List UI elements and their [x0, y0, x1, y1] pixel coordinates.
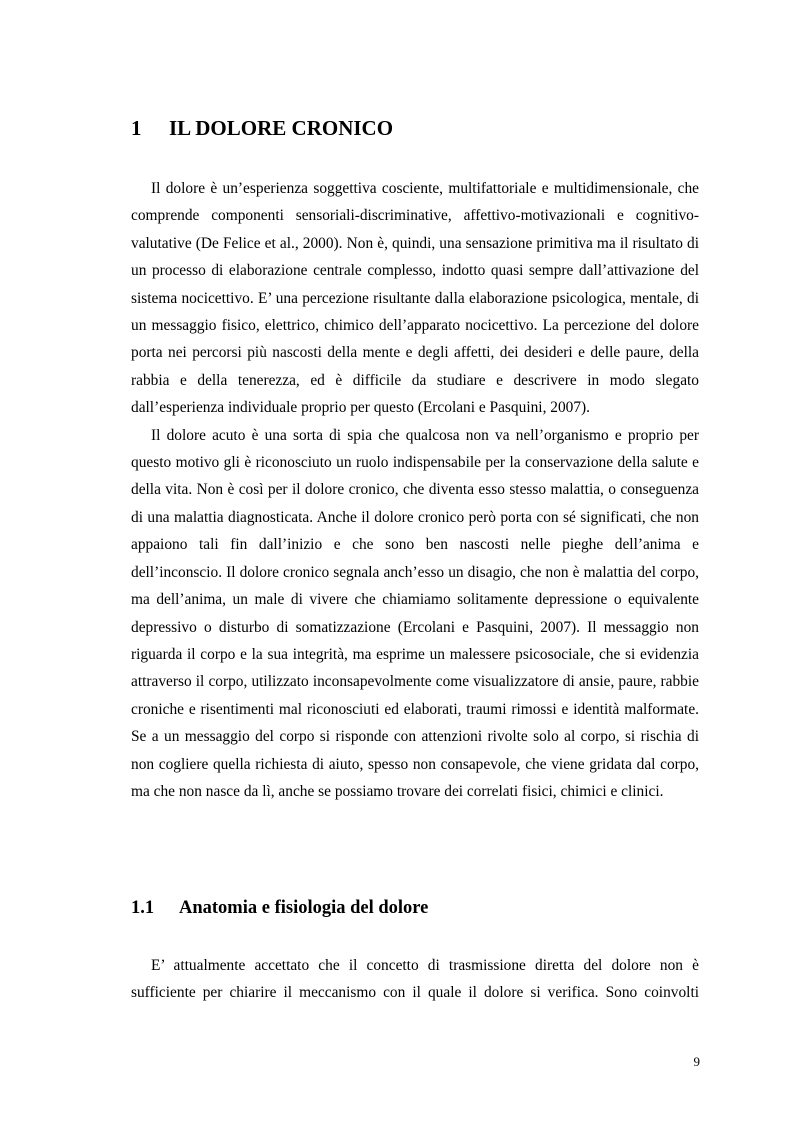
section-title: Anatomia e fisiologia del dolore: [179, 898, 429, 918]
page-number: 9: [693, 1054, 700, 1069]
chapter-heading: [131, 114, 691, 142]
paragraph: E’ attualmente accettato che il concetto di trasmissione diretta del dolore non è sufficiente per chiarire il meccanismo con il quale il dolore si verifica. Sono coinvolti: [131, 957, 699, 1002]
chapter-intro-text: [131, 175, 699, 805]
paragraph: Il dolore è un’esperienza soggettiva cosciente, multifattoriale e multidimensionale, che comprende componenti sensoriali-discriminative, affettivo-motivazionali e cognitivo-valutative (De Felice et al., 2000). Non è, quindi, una sensazione primitiva ma il risultato di un processo di elaborazione centrale complesso, indotto quasi sempre dall’attivazione del sistema nocicettivo. E’ una percezione risultante dalla elaborazione psicologica, mentale, di un messaggio fisico, elettrico, chimico dell’apparato nocicettivo. La percezione del dolore porta nei percorsi più nascosti della mente e degli affetti, dei desideri e delle paure, della rabbia e della tenerezza, ed è difficile da studiare e descrivere in modo slegato dall’esperienza individuale proprio per questo (Ercolani e Pasquini, 2007).: [131, 180, 699, 417]
paragraph: Il dolore acuto è una sorta di spia che qualcosa non va nell’organismo e proprio per questo motivo gli è riconosciuto un ruolo indispensabile per la conservazione della salute e della vita. Non è così per il dolore cronico, che diventa esso stesso malattia, o conseguenza di una malattia diagnosticata. Anche il dolore cronico però porta con sé significati, che non appaiono tali fin dall’inizio e che sono ben nascosti nelle pieghe dell’anima e dell’inconscio. Il dolore cronico segnala anch’esso un disagio, che non è malattia del corpo, ma dell’anima, un male di vivere che chiamiamo solitamente depressione o equivalente depressivo o disturbo di somatizzazione (Ercolani e Pasquini, 2007). Il messaggio non riguarda il corpo e la sua integrità, ma esprime un malessere psicosociale, che si evidenzia attraverso il corpo, utilizzato inconsapevolmente come visualizzatore di ansie, paure, rabbie croniche e risentimenti mal riconosciuti ed elaborati, traumi rimossi e identità malformate. Se a un messaggio del corpo si risponde con attenzioni rivolte solo al corpo, si rischia di non cogliere quella richiesta di aiuto, spesso non consapevole, che viene gridata dal corpo, ma che non nasce da lì, anche se possiamo trovare dei correlati fisici, chimici e clinici.: [131, 426, 699, 800]
chapter-number: 1: [131, 116, 142, 140]
section-heading: [131, 895, 691, 921]
section-body-text: [131, 952, 699, 1007]
chapter-title: IL DOLORE CRONICO: [169, 116, 394, 140]
section-number: 1.1: [131, 898, 155, 918]
